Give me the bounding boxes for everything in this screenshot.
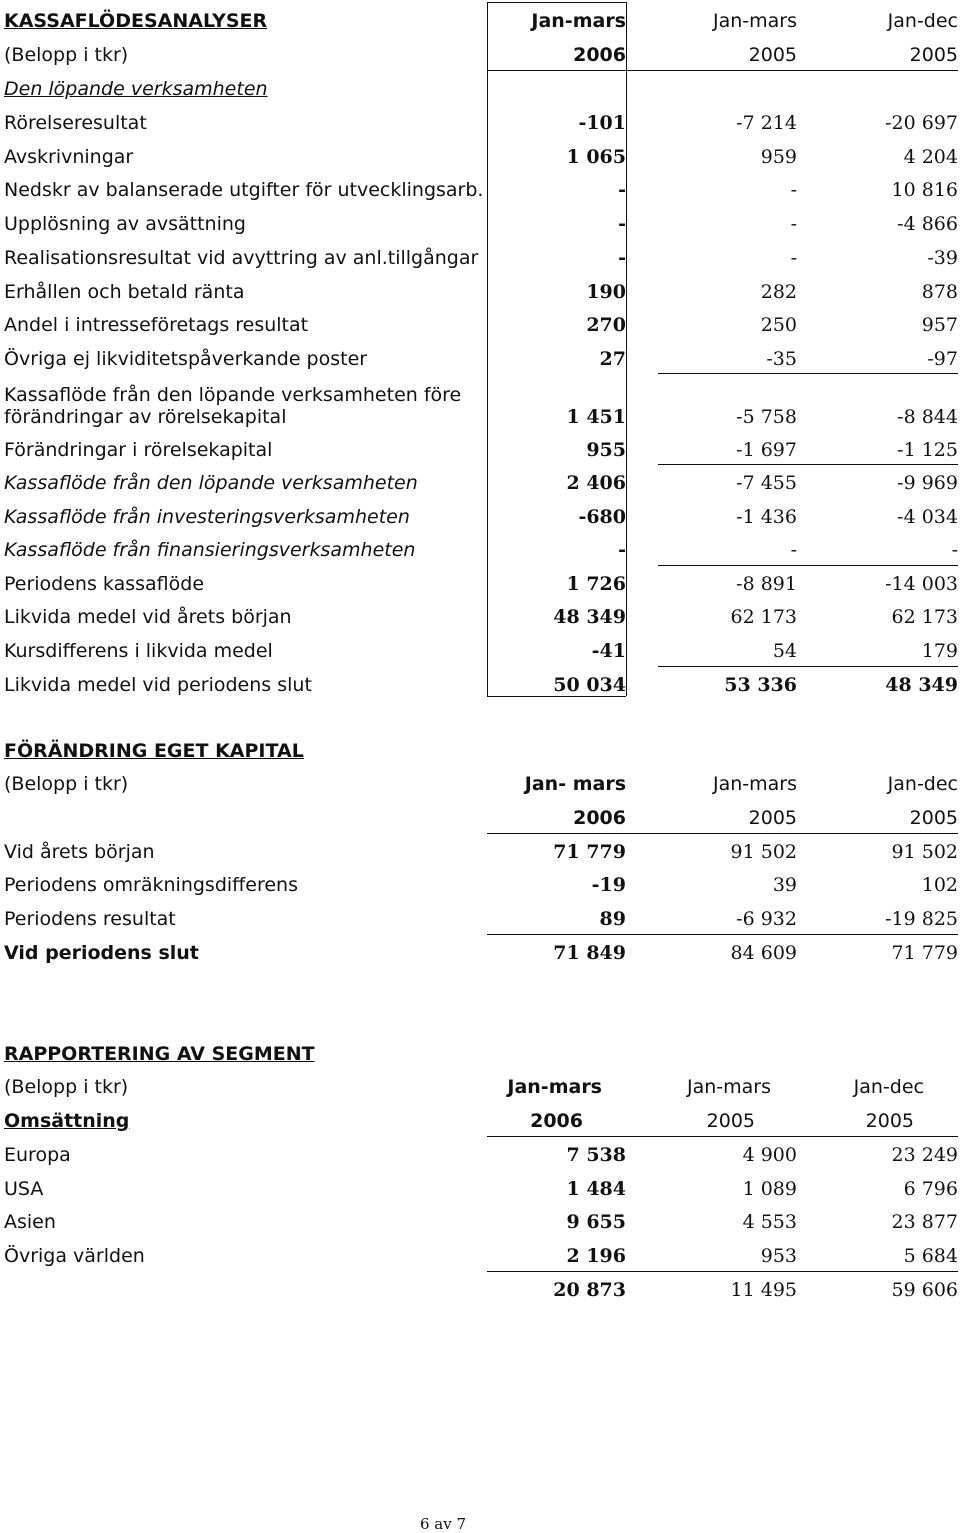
year-underline: [487, 1136, 958, 1137]
value-fy-2005: 48 349: [885, 674, 958, 696]
value-fy-2005: 23 877: [891, 1211, 958, 1233]
cashflow-year-row: [4, 38, 958, 70]
value-2006: 7 538: [566, 1144, 626, 1166]
value-2006: -: [618, 213, 626, 235]
value-fy-2005: -8 844: [897, 406, 958, 428]
value-q1-2005: 282: [760, 281, 797, 303]
year-underline: [487, 70, 958, 71]
value-2006: 48 349: [553, 606, 626, 628]
value-fy-2005: 4 204: [903, 146, 958, 168]
value-q1-2005: 91 502: [730, 841, 797, 863]
cashflow-section-row: [4, 72, 958, 104]
value-fy-2005: 23 249: [891, 1144, 958, 1166]
value-fy-2005: -1 125: [897, 439, 958, 461]
table-row: [4, 1172, 958, 1204]
value-fy-2005: 10 816: [891, 179, 958, 201]
equity-year-row: [4, 801, 958, 833]
value-q1-2005: 953: [760, 1245, 797, 1267]
total-fy-2005: 59 606: [891, 1279, 958, 1301]
equity-unit: (Belopp i tkr): [4, 773, 129, 795]
row-label: Avskrivningar: [4, 146, 134, 168]
table-row: [4, 668, 958, 700]
value-fy-2005: -39: [927, 247, 958, 269]
value-fy-2005: 91 502: [891, 841, 958, 863]
value-2006: -: [618, 179, 626, 201]
equity-year: 2005: [748, 807, 797, 829]
value-fy-2005: 102: [921, 874, 958, 896]
table-row: [4, 600, 958, 632]
cashflow-year: 2006: [573, 44, 626, 66]
row-label: USA: [4, 1178, 44, 1200]
equity-col-header: Jan-mars: [712, 773, 797, 795]
value-q1-2005: 250: [760, 314, 797, 336]
value-q1-2005: -35: [766, 348, 797, 370]
table-row: [4, 342, 958, 374]
subtotal-line: [658, 666, 958, 667]
row-label: Vid årets början: [4, 841, 155, 863]
value-2006: 89: [599, 908, 626, 930]
value-2006: 1 065: [566, 146, 626, 168]
segment-sub-label: Omsättning: [4, 1110, 130, 1132]
row-label: Rörelseresultat: [4, 112, 147, 134]
value-fy-2005: 179: [921, 640, 958, 662]
value-2006: 955: [586, 439, 626, 461]
total-q1-2005: 11 495: [730, 1279, 797, 1301]
cashflow-title: KASSAFLÖDESANALYSER: [4, 10, 268, 32]
value-fy-2005: -20 697: [885, 112, 958, 134]
cashflow-col-header: Jan-mars: [531, 10, 626, 32]
segment-col-header: Jan-mars: [507, 1076, 602, 1098]
cashflow-section-label: Den löpande verksamheten: [4, 78, 268, 100]
value-2006: 1 726: [566, 573, 626, 595]
value-2006: -101: [578, 112, 626, 134]
table-row: [4, 936, 958, 968]
subtotal-line: [658, 464, 958, 465]
segment-total-row: [4, 1273, 958, 1305]
equity-title-row: [4, 734, 958, 766]
row-label: Periodens kassaflöde: [4, 573, 205, 595]
value-2006: 50 034: [553, 674, 626, 696]
table-row: [4, 466, 958, 498]
value-2006: 2 196: [566, 1245, 626, 1267]
table-row: [4, 207, 958, 239]
table-row: [4, 902, 958, 934]
row-label: Periodens resultat: [4, 908, 176, 930]
row-label: Kassaflöde från den löpande verksamheten före: [4, 384, 462, 406]
cashflow-col-header: Jan-dec: [887, 10, 958, 32]
year-underline: [487, 833, 958, 834]
row-label: Erhållen och betald ränta: [4, 281, 245, 303]
value-q1-2005: 4 553: [742, 1211, 797, 1233]
value-q1-2005: 39: [772, 874, 797, 896]
value-fy-2005: 5 684: [903, 1245, 958, 1267]
cashflow-header-row: [4, 4, 958, 36]
table-row: [4, 634, 958, 666]
equity-col-header: Jan- mars: [524, 773, 626, 795]
value-q1-2005: -: [790, 539, 797, 561]
row-label: Europa: [4, 1144, 71, 1166]
value-2006: -: [618, 539, 626, 561]
value-2006: 9 655: [566, 1211, 626, 1233]
value-2006: 1 451: [566, 406, 626, 428]
row-label: Andel i intresseföretags resultat: [4, 314, 309, 336]
value-fy-2005: -14 003: [885, 573, 958, 595]
row-label-continued: förändringar av rörelsekapital: [4, 406, 287, 428]
value-q1-2005: -5 758: [736, 406, 797, 428]
table-row: [4, 533, 958, 565]
segment-col-header: Jan-mars: [686, 1076, 771, 1098]
row-label: Nedskr av balanserade utgifter för utvecklingsarb.: [4, 179, 484, 201]
value-q1-2005: -7 214: [736, 112, 797, 134]
value-2006: -: [618, 247, 626, 269]
row-label: Kassaflöde från den löpande verksamheten: [4, 472, 418, 494]
table-row: [4, 241, 958, 273]
segment-year-row: [4, 1104, 958, 1136]
value-fy-2005: -: [951, 539, 958, 561]
row-label: Upplösning av avsättning: [4, 213, 246, 235]
value-q1-2005: 54: [772, 640, 797, 662]
value-q1-2005: 1 089: [742, 1178, 797, 1200]
table-row: [4, 1205, 958, 1237]
row-label: Periodens omräkningsdifferens: [4, 874, 298, 896]
table-row: [4, 868, 958, 900]
value-2006: -680: [578, 506, 626, 528]
row-label: Kassaflöde från investeringsverksamheten: [4, 506, 410, 528]
value-q1-2005: -: [790, 247, 797, 269]
value-2006: 27: [599, 348, 626, 370]
row-label: Realisationsresultat vid avyttring av anl.tillgångar: [4, 247, 479, 269]
value-q1-2005: -8 891: [736, 573, 797, 595]
row-label: Övriga ej likviditetspåverkande poster: [4, 348, 368, 370]
value-q1-2005: -1 697: [736, 439, 797, 461]
segment-year: 2006: [530, 1110, 583, 1132]
value-q1-2005: -: [790, 213, 797, 235]
table-row: [4, 567, 958, 599]
equity-year: 2006: [573, 807, 626, 829]
value-2006: 71 779: [553, 841, 626, 863]
value-2006: 2 406: [566, 472, 626, 494]
value-fy-2005: 957: [921, 314, 958, 336]
value-fy-2005: -9 969: [897, 472, 958, 494]
page-number: 6 av 7: [420, 1515, 467, 1533]
equity-title: FÖRÄNDRING EGET KAPITAL: [4, 740, 304, 762]
cashflow-col-header: Jan-mars: [712, 10, 797, 32]
row-label: Asien: [4, 1211, 56, 1233]
value-fy-2005: -19 825: [885, 908, 958, 930]
value-q1-2005: 959: [760, 146, 797, 168]
total-2006: 20 873: [553, 1279, 626, 1301]
value-2006: 190: [586, 281, 626, 303]
subtotal-line: [487, 1271, 958, 1272]
column-frame-top: [487, 2, 626, 3]
row-label: Förändringar i rörelsekapital: [4, 439, 273, 461]
table-row: [4, 1138, 958, 1170]
table-row: [4, 308, 958, 340]
value-2006: 71 849: [553, 942, 626, 964]
row-label: Kursdifferens i likvida medel: [4, 640, 273, 662]
equity-header-row: [4, 767, 958, 799]
value-2006: 270: [586, 314, 626, 336]
table-row: [4, 376, 958, 432]
segment-header-row: [4, 1070, 958, 1102]
equity-year: 2005: [909, 807, 958, 829]
value-q1-2005: 62 173: [730, 606, 797, 628]
subtotal-line: [658, 565, 958, 566]
value-q1-2005: 84 609: [730, 942, 797, 964]
value-2006: -41: [591, 640, 626, 662]
value-fy-2005: 62 173: [891, 606, 958, 628]
segment-col-header: Jan-dec: [853, 1076, 924, 1098]
segment-year: 2005: [706, 1110, 755, 1132]
value-fy-2005: -97: [927, 348, 958, 370]
row-label: Likvida medel vid periodens slut: [4, 674, 312, 696]
table-row: [4, 275, 958, 307]
segment-unit: (Belopp i tkr): [4, 1076, 129, 1098]
value-q1-2005: -1 436: [736, 506, 797, 528]
cashflow-year: 2005: [909, 44, 958, 66]
table-row: [4, 835, 958, 867]
value-fy-2005: 878: [921, 281, 958, 303]
value-q1-2005: 4 900: [742, 1144, 797, 1166]
table-row: [4, 1239, 958, 1271]
value-q1-2005: -7 455: [736, 472, 797, 494]
table-row: [4, 500, 958, 532]
table-row: [4, 173, 958, 205]
value-q1-2005: -6 932: [736, 908, 797, 930]
value-fy-2005: -4 866: [897, 213, 958, 235]
value-q1-2005: 53 336: [724, 674, 797, 696]
segment-title: RAPPORTERING AV SEGMENT: [4, 1043, 315, 1065]
segment-title-row: [4, 1037, 958, 1069]
value-fy-2005: -4 034: [897, 506, 958, 528]
value-fy-2005: 6 796: [903, 1178, 958, 1200]
value-fy-2005: 71 779: [891, 942, 958, 964]
subtotal-line: [658, 373, 958, 374]
row-label: Likvida medel vid årets början: [4, 606, 292, 628]
table-row: [4, 433, 958, 465]
value-2006: 1 484: [566, 1178, 626, 1200]
segment-year: 2005: [865, 1110, 914, 1132]
subtotal-line: [487, 934, 958, 935]
equity-col-header: Jan-dec: [887, 773, 958, 795]
row-label: Övriga världen: [4, 1245, 145, 1267]
row-label: Kassaflöde från finansieringsverksamheten: [4, 539, 416, 561]
table-row: [4, 140, 958, 172]
value-2006: -19: [591, 874, 626, 896]
cashflow-year: 2005: [748, 44, 797, 66]
value-q1-2005: -: [790, 179, 797, 201]
cashflow-unit: (Belopp i tkr): [4, 44, 129, 66]
table-row: [4, 106, 958, 138]
row-label: Vid periodens slut: [4, 942, 199, 964]
